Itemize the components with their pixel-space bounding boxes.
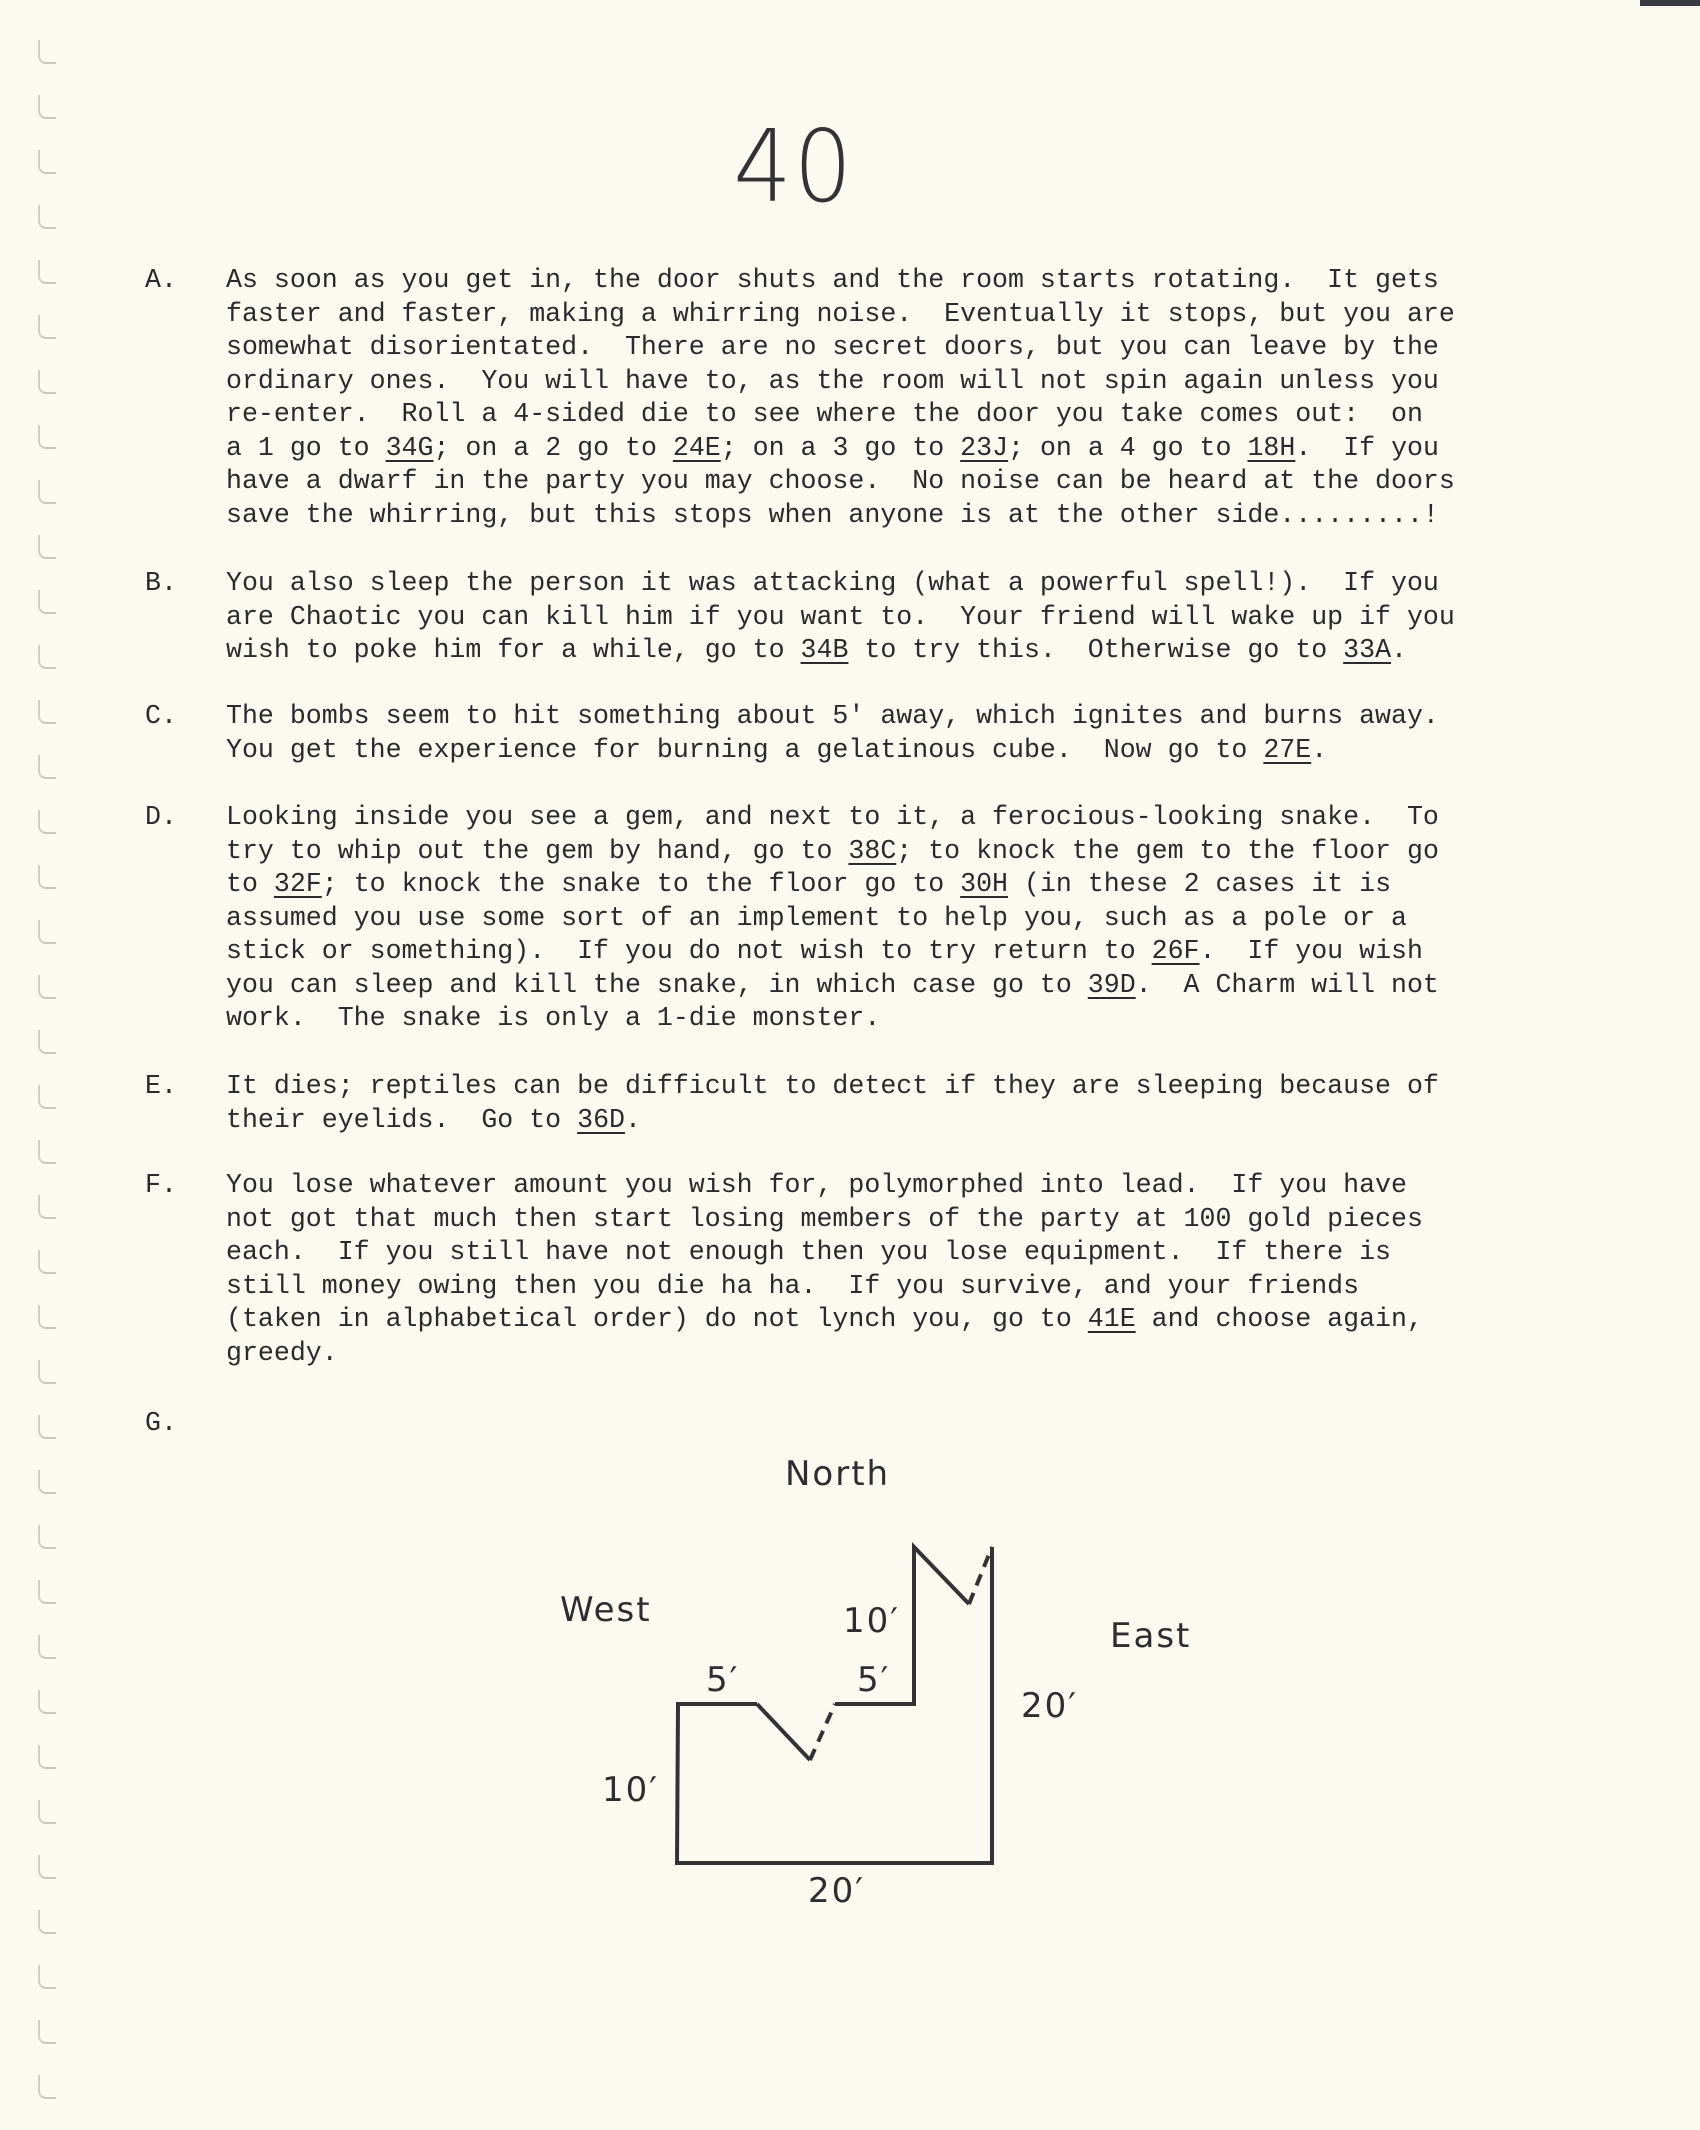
secret-door-dashed [969, 1547, 992, 1604]
room-wall [757, 1704, 810, 1760]
text-line [226, 835, 1439, 869]
text-segment: (in these 2 cases it is [1008, 869, 1392, 899]
cross-reference: 39D [1087, 969, 1136, 1000]
binding-hole [38, 1745, 56, 1769]
binding-hole [38, 1965, 56, 1989]
binding-hole [38, 1855, 56, 1879]
text-segment: are Chaotic you can kill him if you want to. Your friend will wake up if you [226, 601, 1455, 632]
text-line [226, 465, 1455, 499]
text-line [226, 432, 1455, 466]
entry-label: A. [145, 265, 177, 295]
text-segment: ; on a 3 go to [720, 432, 961, 463]
binding-hole [38, 1635, 56, 1659]
entry-label: E. [145, 1071, 177, 1101]
text-segment: ; on a 2 go to [433, 432, 673, 463]
text-line [226, 734, 1439, 768]
cross-reference: 26F [1151, 936, 1200, 966]
binding-hole [38, 150, 56, 174]
entry-label: D. [145, 802, 177, 832]
binding-hole [38, 1360, 56, 1384]
binding-hole [38, 370, 56, 394]
compass-east: East [1110, 1616, 1192, 1656]
cross-reference: 34B [800, 635, 849, 665]
text-segment: . [1311, 734, 1328, 765]
text-line [226, 1002, 1439, 1036]
cross-reference: 18H [1247, 432, 1296, 463]
binding-hole [38, 315, 56, 339]
binding-hole [38, 95, 56, 119]
room-wall [677, 1547, 992, 1863]
compass-north: North [785, 1454, 891, 1494]
binding-hole [38, 1030, 56, 1054]
binding-hole [38, 2020, 56, 2044]
text-line [226, 499, 1455, 533]
binding-hole [38, 1415, 56, 1439]
dimension-tower: 10′ [843, 1601, 900, 1641]
text-line [226, 902, 1439, 936]
text-line [226, 298, 1455, 332]
text-segment: save the whirring, but this stops when anyone is at the other side.........! [226, 499, 1439, 530]
text-segment: ; to knock the snake to the floor go to [321, 869, 961, 899]
dimension-left: 10′ [602, 1770, 659, 1810]
text-line [226, 634, 1455, 668]
binding-hole [38, 645, 56, 669]
binding-hole [38, 810, 56, 834]
text-line [226, 331, 1455, 365]
text-segment: and choose again, [1135, 1304, 1423, 1334]
entry-label: F. [145, 1170, 177, 1200]
text-line [226, 1303, 1423, 1337]
binding-hole [38, 920, 56, 944]
text-segment: have a dwarf in the party you may choose. No noise can be heard at the doors [226, 466, 1455, 496]
secret-door-dashed [810, 1704, 835, 1760]
text-line [226, 398, 1455, 432]
entry-label: C. [145, 701, 177, 731]
text-line [226, 801, 1439, 835]
entry-text [226, 1169, 1423, 1370]
binding-hole [38, 205, 56, 229]
cross-reference: 33A [1343, 635, 1392, 665]
binding-hole [38, 2075, 56, 2099]
binding-hole [38, 1140, 56, 1164]
entry-text [226, 801, 1439, 1036]
text-segment: As soon as you get in, the door shuts and the room starts rotating. It gets [226, 265, 1439, 295]
binding-hole [38, 1085, 56, 1109]
binding-hole [38, 1305, 56, 1329]
binding-hole [38, 1250, 56, 1274]
cross-reference: 24E [672, 432, 721, 463]
binding-hole [38, 480, 56, 504]
text-segment: ordinary ones. You will have to, as the room will not spin again unless you [226, 365, 1439, 396]
text-segment: . If you wish [1199, 936, 1423, 966]
entry-label: G. [145, 1408, 177, 1438]
dimension-top-left: 5′ [706, 1660, 740, 1700]
entry-text [226, 567, 1455, 668]
text-segment: You get the experience for burning a gelatinous cube. Now go to [226, 734, 1264, 765]
text-segment: . If you [1295, 432, 1439, 463]
cross-reference: 36D [577, 1104, 625, 1135]
cross-reference: 32F [273, 869, 322, 899]
binding-hole [38, 755, 56, 779]
entry-text [226, 1070, 1439, 1137]
text-segment: assumed you use some sort of an implement to help you, such as a pole or a [226, 902, 1407, 933]
cross-reference: 30H [960, 869, 1009, 899]
text-segment: still money owing then you die ha ha. If you survive, and your friends [226, 1270, 1360, 1301]
text-line [226, 1270, 1423, 1304]
cross-reference: 34G [385, 432, 434, 463]
binding-hole [38, 975, 56, 999]
text-segment: each. If you still have not enough then you lose equipment. If there is [226, 1237, 1391, 1267]
scan-edge [1640, 0, 1700, 6]
text-line [226, 601, 1455, 635]
text-line [226, 700, 1439, 734]
text-segment: . A Charm will not [1135, 969, 1439, 1000]
text-segment: stick or something). If you do not wish to try return to [226, 936, 1152, 966]
binding-hole [38, 1195, 56, 1219]
dimension-bottom: 20′ [808, 1871, 865, 1911]
text-segment: to [226, 869, 274, 899]
text-segment: The bombs seem to hit something about 5' away, which ignites and burns away. [226, 701, 1439, 731]
text-segment: a 1 go to [226, 432, 386, 463]
text-segment: wish to poke him for a while, go to [226, 635, 801, 665]
dimension-right: 20′ [1021, 1686, 1078, 1726]
binding-hole [38, 40, 56, 64]
text-line [226, 365, 1455, 399]
text-segment: Looking inside you see a gem, and next to it, a ferocious-looking snake. To [226, 802, 1439, 832]
text-segment: . [1391, 635, 1408, 665]
text-segment: You also sleep the person it was attacking (what a powerful spell!). If you [226, 568, 1439, 598]
text-segment: ; on a 4 go to [1008, 432, 1248, 463]
text-segment: not got that much then start losing members of the party at 100 gold pieces [226, 1203, 1423, 1234]
text-segment: you can sleep and kill the snake, in which case go to [226, 969, 1088, 1000]
text-line [226, 868, 1439, 902]
cross-reference: 38C [848, 835, 897, 866]
cross-reference: 27E [1263, 734, 1312, 765]
compass-west: West [560, 1590, 652, 1630]
entry-text [226, 264, 1455, 532]
text-line [226, 1203, 1423, 1237]
text-segment: their eyelids. Go to [226, 1104, 578, 1135]
binding-hole [38, 1800, 56, 1824]
text-line [226, 1070, 1439, 1104]
text-segment: (taken in alphabetical order) do not lynch you, go to [226, 1304, 1088, 1334]
text-line [226, 1337, 1423, 1371]
cross-reference: 23J [960, 432, 1009, 463]
text-segment: work. The snake is only a 1-die monster. [226, 1003, 881, 1033]
text-segment: You lose whatever amount you wish for, polymorphed into lead. If you have [226, 1170, 1407, 1200]
binding-hole [38, 1525, 56, 1549]
text-segment: to try this. Otherwise go to [848, 635, 1344, 665]
binding-hole [38, 1690, 56, 1714]
binding-hole [38, 260, 56, 284]
text-line [226, 1169, 1423, 1203]
dimension-top-mid: 5′ [857, 1660, 891, 1700]
text-segment: ; to knock the gem to the floor go [896, 835, 1439, 866]
text-segment: somewhat disorientated. There are no secret doors, but you can leave by the [226, 332, 1439, 362]
entry-text [226, 700, 1439, 767]
text-segment: try to whip out the gem by hand, go to [226, 835, 849, 866]
binding-hole [38, 425, 56, 449]
binding-hole [38, 590, 56, 614]
text-line [226, 567, 1455, 601]
binding-hole [38, 1470, 56, 1494]
text-segment: faster and faster, making a whirring noise. Eventually it stops, but you are [226, 298, 1455, 329]
binding-hole [38, 700, 56, 724]
binding-hole [38, 1910, 56, 1934]
text-line [226, 1104, 1439, 1138]
page-number: 40 [733, 108, 854, 225]
entry-label: B. [145, 568, 177, 598]
text-line [226, 969, 1439, 1003]
binding-hole [38, 1580, 56, 1604]
text-line [226, 935, 1439, 969]
cross-reference: 41E [1087, 1304, 1136, 1334]
text-segment: greedy. [226, 1337, 338, 1368]
text-segment: re-enter. Roll a 4-sided die to see where the door you take comes out: on [226, 399, 1423, 429]
text-line [226, 264, 1455, 298]
text-line [226, 1236, 1423, 1270]
text-segment: . [625, 1104, 641, 1135]
binding-hole [38, 865, 56, 889]
binding-hole [38, 535, 56, 559]
text-segment: It dies; reptiles can be difficult to detect if they are sleeping because of [226, 1071, 1439, 1101]
